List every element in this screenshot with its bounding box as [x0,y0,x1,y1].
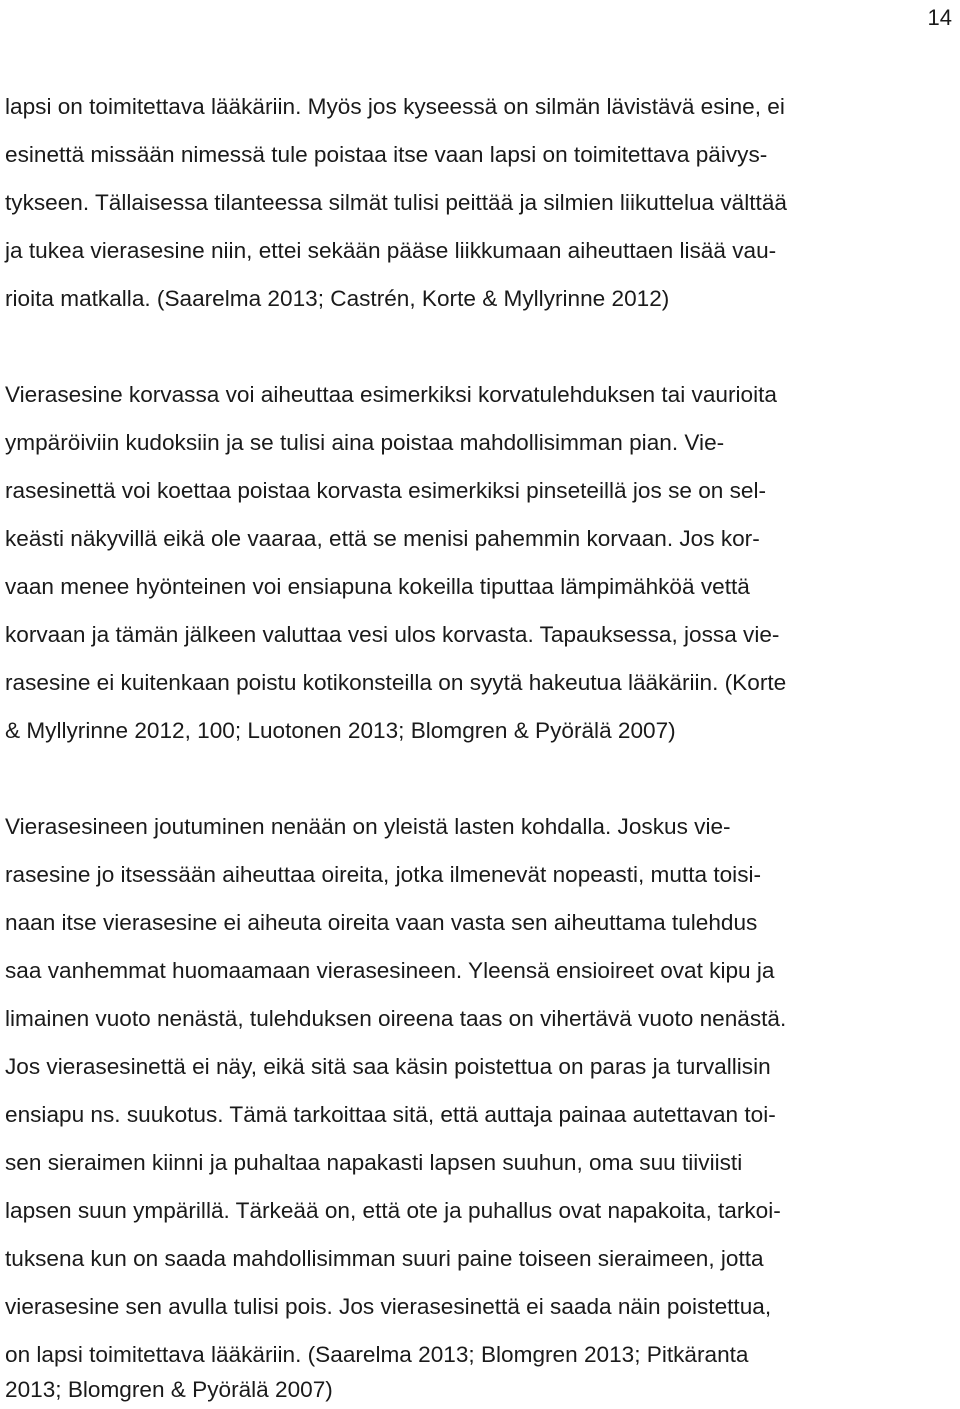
page-number: 14 [927,5,952,30]
text-line: limainen vuoto nenästä, tulehduksen oireena taas on vihertävä vuoto nenästä. [5,1006,787,1031]
text-line: 2013; Blomgren & Pyörälä 2007) [5,1377,333,1402]
text-line: on lapsi toimitettava lääkäriin. (Saarelma 2013; Blomgren 2013; Pitkäranta [5,1342,749,1367]
text-line: rasesine jo itsessään aiheuttaa oireita, jotka ilmenevät nopeasti, mutta toisi- [5,862,762,887]
text-line: saa vanhemmat huomaamaan vierasesineen. Yleensä ensioireet ovat kipu ja [5,958,775,983]
text-line: Vierasesine korvassa voi aiheuttaa esimerkiksi korvatulehduksen tai vaurioita [5,382,777,407]
text-line: ensiapu ns. suukotus. Tämä tarkoittaa sitä, että auttaja painaa autettavan toi- [5,1102,776,1127]
text-line: & Myllyrinne 2012, 100; Luotonen 2013; Blomgren & Pyörälä 2007) [5,718,676,743]
text-line: tuksena kun on saada mahdollisimman suuri paine toiseen sieraimeen, jotta [5,1246,764,1271]
text-line: Vierasesineen joutuminen nenään on yleistä lasten kohdalla. Joskus vie- [5,814,731,839]
text-line: lapsi on toimitettava lääkäriin. Myös jos kyseessä on silmän lävistävä esine, ei [5,94,785,119]
text-line: keästi näkyvillä eikä ole vaaraa, että se menisi pahemmin korvaan. Jos kor- [5,526,760,551]
text-line: vierasesine sen avulla tulisi pois. Jos vierasesinettä ei saada näin poistettua, [5,1294,772,1319]
text-line: lapsen suun ympärillä. Tärkeää on, että ote ja puhallus ovat napakoita, tarkoi- [5,1198,781,1223]
text-line: rasesinettä voi koettaa poistaa korvasta esimerkiksi pinseteillä jos se on sel- [5,478,767,503]
text-line: sen sieraimen kiinni ja puhaltaa napakasti lapsen suuhun, oma suu tiiviisti [5,1150,743,1175]
text-line: esinettä missään nimessä tule poistaa itse vaan lapsi on toimitettava päivys- [5,142,768,167]
text-line: rioita matkalla. (Saarelma 2013; Castrén, Korte & Myllyrinne 2012) [5,286,670,311]
text-line: rasesine ei kuitenkaan poistu kotikonsteilla on syytä hakeutua lääkäriin. (Korte [5,670,787,695]
text-line: tykseen. Tällaisessa tilanteessa silmät tulisi peittää ja silmien liikuttelua välttää [5,190,787,215]
text-line: ympäröiviin kudoksiin ja se tulisi aina poistaa mahdollisimman pian. Vie- [5,430,725,455]
text-line: vaan menee hyönteinen voi ensiapuna kokeilla tiputtaa lämpimähköä vettä [5,574,750,599]
text-line: ja tukea vierasesine niin, ettei sekään pääse liikkumaan aiheuttaen lisää vau- [5,238,777,263]
text-line: Jos vierasesinettä ei näy, eikä sitä saa käsin poistettua on paras ja turvallisin [5,1054,771,1079]
text-line: korvaan ja tämän jälkeen valuttaa vesi ulos korvasta. Tapauksessa, jossa vie- [5,622,780,647]
text-line: naan itse vierasesine ei aiheuta oireita vaan vasta sen aiheuttama tulehdus [5,910,758,935]
